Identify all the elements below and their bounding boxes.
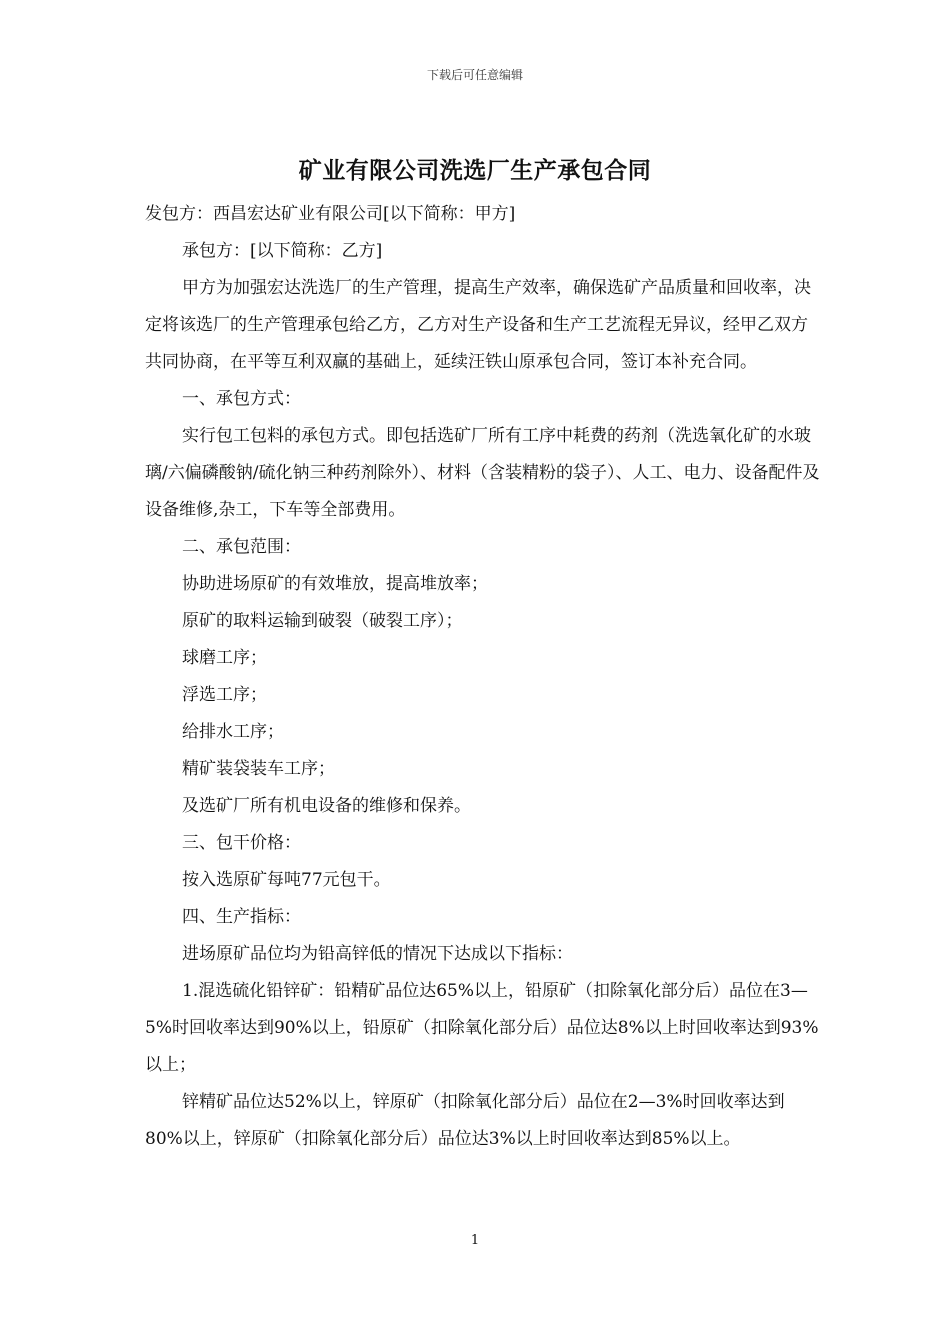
contract-method-paragraph: 实行包工包料的承包方式。即包括选矿厂所有工序中耗费的药剂（洗选氧化矿的水玻璃/六偏磷酸钠/硫化钠三种药剂除外）、材料（含装精粉的袋子）、人工、电力、设备配件及设备维修,杂工，下车等全部费用。 (145, 426, 820, 520)
scope-item: 原矿的取料运输到破裂（破裂工序）； (182, 611, 463, 631)
scope-item: 球磨工序； (182, 648, 267, 668)
section-heading-price: 三、包干价格： (182, 833, 301, 853)
section-heading-contract-scope: 二、承包范围： (182, 537, 301, 557)
targets-intro: 进场原矿品位均为铅高锌低的情况下达成以下指标： (182, 944, 573, 964)
scope-item: 精矿装袋装车工序； (182, 759, 335, 779)
scope-item: 浮选工序； (182, 685, 267, 705)
scope-item: 给排水工序； (182, 722, 284, 742)
lead-target-paragraph: 1.混选硫化铅锌矿：铅精矿品位达65%以上，铅原矿（扣除氧化部分后）品位在3—5%时回收率达到90%以上，铅原矿（扣除氧化部分后）品位达8%以上时回收率达到93%以上； (145, 981, 819, 1075)
header-note: 下载后可任意编辑 (426, 68, 523, 82)
section-heading-contract-method: 一、承包方式： (182, 389, 301, 409)
party-b-line: 承包方：[以下简称：乙方] (182, 241, 383, 261)
party-a-line: 发包方：西昌宏达矿业有限公司[以下简称：甲方] (145, 204, 516, 224)
section-heading-production-targets: 四、生产指标： (182, 907, 301, 927)
page-number: 1 (470, 1233, 480, 1248)
preamble-paragraph: 甲方为加强宏达洗选厂的生产管理，提高生产效率，确保选矿产品质量和回收率，决定将该选厂的生产管理承包给乙方，乙方对生产设备和生产工艺流程无异议，经甲乙双方共同协商，在平等互利双赢的基础上，延续汪铁山原承包合同，签订本补充合同。 (145, 278, 811, 372)
zinc-target-paragraph: 锌精矿品位达52%以上，锌原矿（扣除氧化部分后）品位在2—3%时回收率达到80%以上，锌原矿（扣除氧化部分后）品位达3%以上时回收率达到85%以上。 (145, 1092, 785, 1149)
scope-item: 协助进场原矿的有效堆放，提高堆放率； (182, 574, 488, 594)
document-title: 矿业有限公司洗选厂生产承包合同 (298, 157, 652, 184)
price-paragraph: 按入选原矿每吨77元包干。 (182, 870, 391, 890)
document-body (145, 196, 820, 1158)
scope-item: 及选矿厂所有机电设备的维修和保养。 (182, 796, 471, 816)
